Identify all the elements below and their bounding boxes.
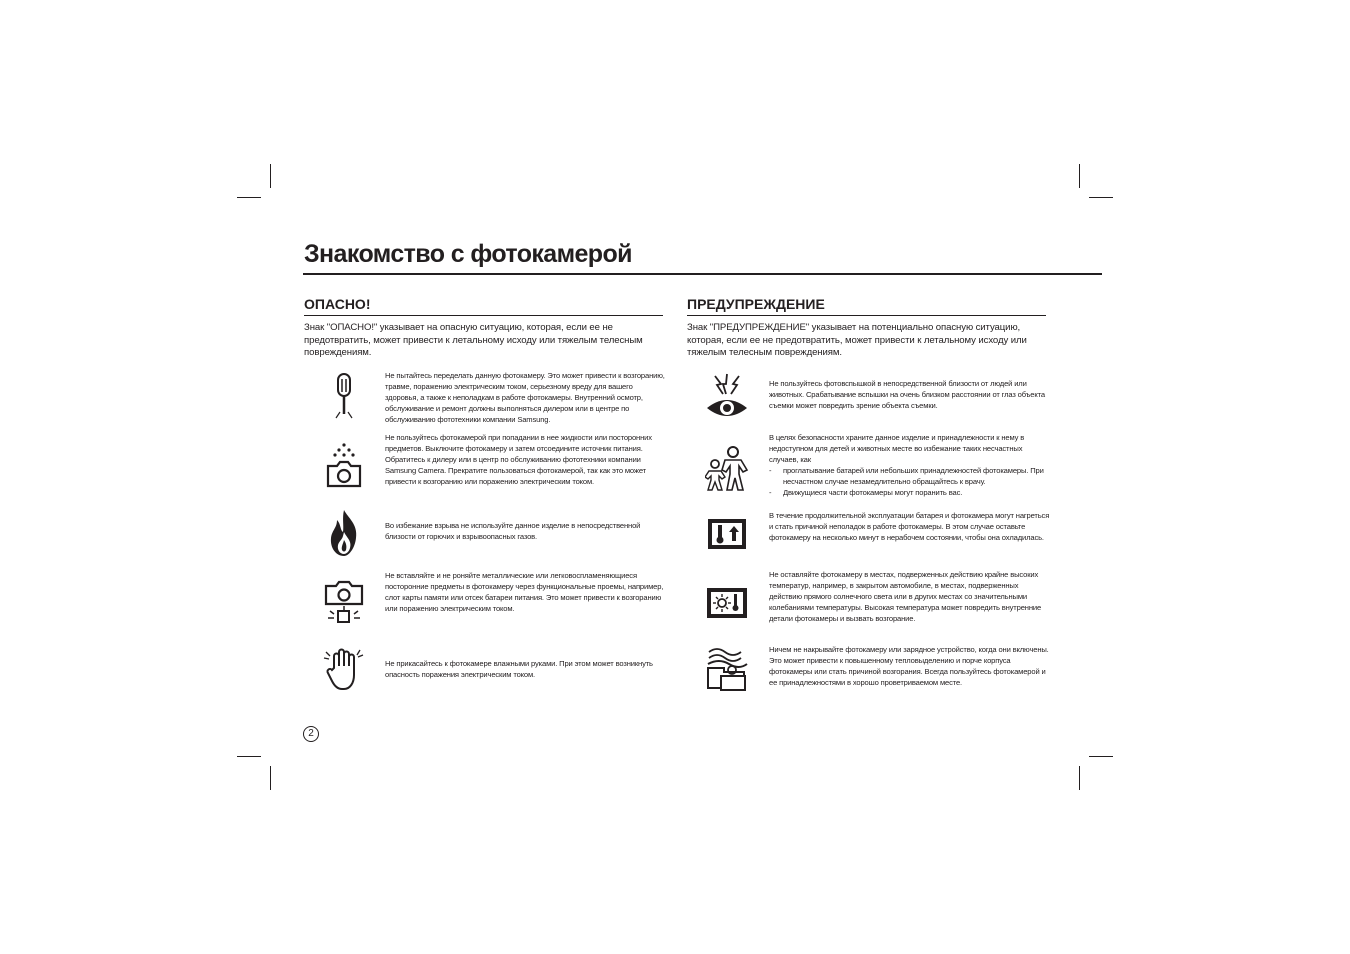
liquid-camera-icon: [322, 442, 366, 492]
bullet-mark: -: [769, 488, 772, 497]
danger-heading-rule: [304, 315, 663, 316]
crop-mark: [1079, 766, 1080, 790]
warning-bullet-text: Движущиеся части фотокамеры могут поранить вас.: [783, 488, 963, 497]
danger-section: [304, 295, 664, 360]
wet-hand-icon: [322, 646, 366, 696]
page-number: 2: [303, 726, 319, 742]
title-rule: [303, 273, 1102, 275]
flame-icon: [322, 508, 366, 558]
crop-mark: [1079, 164, 1080, 188]
warning-item-text: В течение продолжительной эксплуатации батарея и фотокамера могут нагреться и стать причиной неполадок в работе фотокамеры. В этом случае оставьте фотокамеру на несколько минут в нерабочем состоянии, чтобы она охладилась.: [769, 511, 1050, 542]
warning-section: [687, 295, 1047, 360]
danger-item-text: Не прикасайтесь к фотокамере влажными руками. При этом может возникнуть опасность поражения электрическим током.: [385, 659, 653, 679]
children-icon: [705, 444, 749, 494]
flash-eye-icon: [705, 372, 749, 422]
warning-item-intro: В целях безопасности храните данное изделие и принадлежности к нему в недоступном для детей и животных месте во избежание таких несчастных случаев, как: [769, 433, 1025, 464]
screwdriver-icon: [322, 370, 366, 420]
camera-metal-object-icon: [322, 578, 366, 628]
crop-mark: [270, 164, 271, 188]
warning-bullet-text: проглатывание батарей или небольших принадлежностей фотокамеры. При несчастном случае незамедлительно обращайтесь к врачу.: [783, 466, 1044, 486]
sun-heat-icon: [705, 579, 749, 629]
danger-item-text: Не вставляйте и не роняйте металлические или легковоспламеняющиеся посторонние предметы в фотокамеру через функциональные проемы, например, слот карты памяти или отсек батареи питания. Это может привести к возгоранию или поражению электрическим током.: [385, 571, 664, 613]
warning-item-text: Ничем не накрывайте фотокамеру или зарядное устройство, когда они включены. Это может привести к повышенному тепловыделению и порче корпуса фотокамеры или стать причиной возгорания. Всегда пользуйтесь фотокамерой и ее принадлежностями в хорошо проветриваемом месте.: [769, 645, 1049, 687]
danger-heading: ОПАСНО!: [304, 296, 371, 312]
thermometer-icon: [705, 510, 749, 560]
warning-item-text: Не оставляйте фотокамеру в местах, подверженных действию крайне высоких температур, например, в закрытом автомобиле, в местах, подверженных действию прямого солнечного света или в других местах со значительными колебаниями температуры. Высокая температура может повредить внутренние детали фотокамеры и вызвать возгорание.: [769, 570, 1042, 623]
danger-item-text: Во избежание взрыва не используйте данное изделие в непосредственной близости от горючих и взрывоопасных газов.: [385, 521, 641, 541]
warning-intro: Знак "ПРЕДУПРЕЖДЕНИЕ" указывает на потенциально опасную ситуацию, которая, если ее не предотвратить, может привести к летальному исходу или тяжелым телесным повреждениям.: [687, 322, 1027, 359]
warning-heading-rule: [687, 315, 1046, 316]
warning-item-text: [769, 432, 1051, 498]
covered-charger-icon: [705, 644, 749, 694]
danger-intro: Знак "ОПАСНО!" указывает на опасную ситуацию, которая, если ее не предотвратить, может привести к летальному исходу или тяжелым телесным повреждениям.: [304, 322, 643, 359]
danger-item-text: Не пытайтесь переделать данную фотокамеру. Это может привести к возгоранию, травме, поражению электрическим током, серьезному вреду для вашего здоровья, а также к неполадкам в работе фотокамеры. Внутренний осмотр, обслуживание и ремонт должны выполняться дилером или в центре по обслуживанию фототехники компании Samsung.: [385, 371, 665, 424]
crop-mark: [270, 766, 271, 790]
warning-bullet: [769, 487, 1051, 498]
warning-bullet: [769, 465, 1051, 487]
bullet-mark: -: [769, 466, 772, 475]
warning-item-text: Не пользуйтесь фотовспышкой в непосредственной близости от людей или животных. Срабатывание вспышки на очень близком расстоянии от глаз объекта съемки может повредить зрение объекта съемки.: [769, 379, 1045, 410]
page-title: Знакомство с фотокамерой: [304, 240, 632, 268]
crop-mark: [1089, 756, 1113, 757]
warning-heading: ПРЕДУПРЕЖДЕНИЕ: [687, 296, 825, 312]
crop-mark: [1089, 197, 1113, 198]
crop-mark: [237, 197, 261, 198]
crop-mark: [237, 756, 261, 757]
danger-item-text: Не пользуйтесь фотокамерой при попадании в нее жидкости или посторонних предметов. Выключите фотокамеру и затем отсоедините источник питания. Обратитесь к дилеру или в центр по обслуживанию фототехники компании Samsung Camera. Прекратите пользоваться фотокамерой, так как это может привести к возгоранию или поражению электрическим током.: [385, 433, 652, 486]
